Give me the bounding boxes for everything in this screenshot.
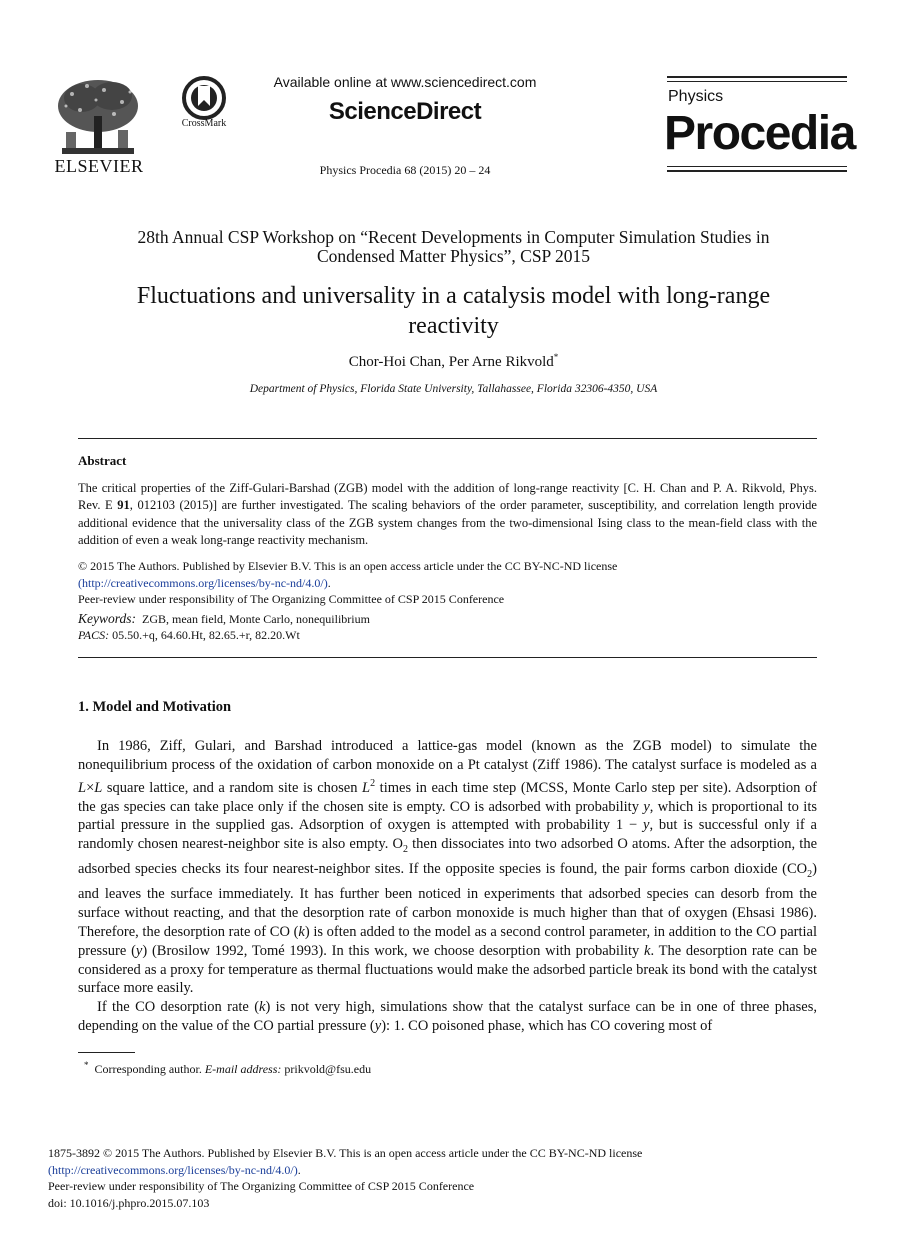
journal-rule (667, 170, 847, 172)
email-label: E-mail address: (204, 1062, 282, 1076)
crossmark-label: CrossMark (181, 118, 227, 129)
workshop-title (60, 228, 847, 266)
journal-name-big: Procedia (664, 107, 855, 160)
abstract-text: The critical properties of the Ziff-Gulari-Barshad (ZGB) model with the addition of long-range reactivity [C. H. Chan and P. A. Rikvold, Phys. Rev. E (78, 481, 817, 513)
doi[interactable]: doi: 10.1016/j.phpro.2015.07.103 (48, 1195, 210, 1210)
license-link[interactable]: (http://creativecommons.org/licenses/by-nc-nd/4.0/) (78, 575, 328, 590)
keywords-value: ZGB, mean field, Monte Carlo, nonequilibrium (142, 612, 370, 626)
abstract-body (78, 480, 817, 549)
author-mark[interactable]: * (553, 352, 559, 362)
peer-review-note: Peer-review under responsibility of The Organizing Committee of CSP 2015 Conference (78, 592, 505, 606)
bottom-license (48, 1145, 808, 1211)
journal-rule (667, 166, 847, 167)
authors (60, 352, 847, 371)
journal-name-small: Physics (668, 88, 724, 105)
bottom-license-text: 1875-3892 © 2015 The Authors. Published by Elsevier B.V. This is an open access article under the CC BY-NC-ND license (48, 1146, 643, 1160)
title-line: Fluctuations and universality in a catalysis model with long-range (136, 283, 771, 309)
workshop-line: 28th Annual CSP Workshop on “Recent Developments in Computer Simulation Studies in (137, 227, 770, 247)
divider (78, 657, 817, 658)
author-names: Chor-Hoi Chan, Per Arne Rikvold (348, 354, 554, 370)
journal-rule (667, 81, 847, 82)
footnote-rule (78, 1052, 135, 1053)
pacs (78, 627, 817, 643)
publisher-name: ELSEVIER (54, 156, 144, 176)
footnote-mark: * (84, 1060, 89, 1070)
sciencedirect-logo: ScienceDirect (328, 98, 482, 125)
paragraph: In 1986, Ziff, Gulari, and Barshad introduced a lattice-gas model (known as the ZGB model) to simulate the nonequilibrium process of the oxidation of carbon monoxide on a Pt catalyst (Ziff 1986). The catalyst surface is modeled as a L×L square lattice, and a random site is chosen $L^2$ times in each time step (MCSS, Monte Carlo step per site). Adsorption of the gas species can take place only if the chosen site is empty. CO is adsorbed with probability y, which is proportional to its partial pressure in the supplied gas. Adsorption of oxygen is attempted with probability 1 − y, but is successful only if a randomly chosen nearest-neighbor site is also empty. $O_2$ then dissociates into two adsorbed O atoms. After the adsorption, the adsorbed species checks its four nearest-neighbor sites. If the opposite species is found, the pair forms carbon dioxide $(CO_2)$ and leaves the surface immediately. It has further been noticed in experiments that adsorbed species can desorb from the surface without reacting, and that the desorption rate of carbon monoxide is much higher than that of oxygen (Ehsasi 1986). Therefore, the desorption rate of CO (k) is often added to the model as a second control parameter, in addition to the CO partial pressure (y) (Brosilow 1992, Tomé 1993). In this work, we choose desorption with probability k. The desorption rate can be considered as a proxy for temperature as thermal fluctuations would make the adsorbed particle break its bond with the catalyst surface more easily. (78, 738, 818, 997)
title-line: reactivity (408, 313, 499, 339)
journal-reference: Physics Procedia 68 (2015) 20 – 24 (319, 163, 491, 177)
keywords-label: Keywords: (78, 611, 136, 626)
footnote (84, 1060, 371, 1077)
affiliation: Department of Physics, Florida State University, Tallahassee, Florida 32306-4350, USA (249, 383, 658, 395)
email-address[interactable]: prikvold@fsu.edu (281, 1062, 372, 1076)
license-block (78, 558, 817, 608)
pacs-value: 05.50.+q, 64.60.Ht, 82.65.+r, 82.20.Wt (112, 628, 300, 642)
keywords (78, 611, 817, 627)
section-body (78, 737, 817, 1036)
pacs-label: PACS: (78, 628, 110, 642)
abstract-heading: Abstract (78, 453, 127, 468)
bottom-license-tail: . (297, 1162, 301, 1177)
journal-rule (667, 76, 847, 78)
crossmark-icon[interactable] (178, 76, 230, 124)
abstract-text: , 012103 (2015)] are further investigated. The scaling behaviors of the order parameter, susceptibility, and correlation length provide additional evidence that the universality class of the ZGB system changes from the two-dimensional Ising class to the mean-field class with the addition of even a weak long-range reactivity mechanism. (78, 498, 817, 547)
license-tail: . (327, 575, 331, 590)
elsevier-tree-icon (52, 76, 144, 158)
bottom-license-link[interactable]: (http://creativecommons.org/licenses/by-nc-nd/4.0/) (48, 1162, 298, 1177)
workshop-line: Condensed Matter Physics”, CSP 2015 (316, 246, 591, 266)
bottom-peer-review: Peer-review under responsibility of The Organizing Committee of CSP 2015 Conference (48, 1179, 475, 1194)
paper-title (40, 281, 867, 341)
section-heading: 1. Model and Motivation (78, 699, 232, 715)
paragraph: If the CO desorption rate (k) is not very high, simulations show that the catalyst surface can be in one of three phases, depending on the value of the CO partial pressure (y): 1. CO poisoned phase, which has CO covering most of (78, 999, 817, 1035)
available-online[interactable]: Available online at www.sciencedirect.com (273, 74, 537, 90)
footnote-text: Corresponding author. (94, 1062, 205, 1076)
license-text: © 2015 The Authors. Published by Elsevier B.V. This is an open access article under the CC BY-NC-ND license (78, 559, 618, 573)
abstract-volume: 91 (117, 498, 130, 513)
divider (78, 438, 817, 439)
